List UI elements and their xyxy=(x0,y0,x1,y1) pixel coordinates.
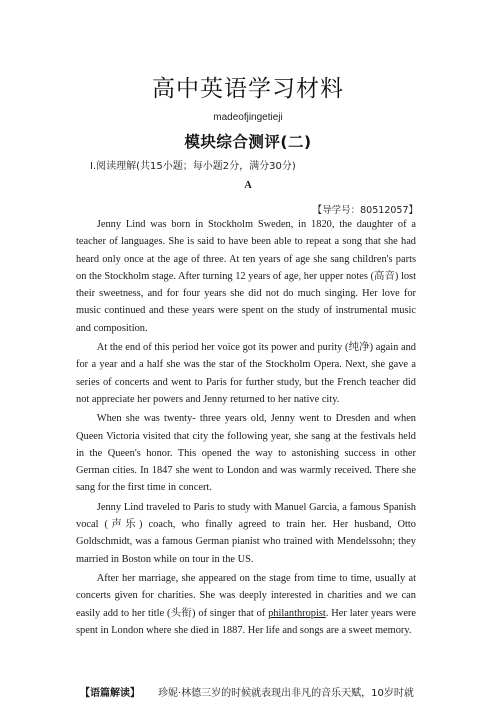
analysis-tag: 【语篇解读】 xyxy=(80,688,140,699)
section-label: Ⅰ.阅读理解(共15小题；每小题2分，满分30分) xyxy=(90,161,296,172)
paragraph-1: Jenny Lind was born in Stockholm Sweden, in 1820, the daughter of a teacher of languages. She is said to have been able to repeat a song that she had heard only once at the age of three. At ten years of age she sang children's parts on the Stockholm stage. After turning 12 years of age, her upper notes (高音) lost their sweetness, and for four years she did not do much singing. Her love for music continued and these years were spent on the study of instrumental music and composition. xyxy=(76,219,416,334)
paragraph-5-end: . Her later years were spent in London where she died in 1887. Her life and songs are a sweet memory. xyxy=(76,607,416,636)
discourse-analysis xyxy=(80,684,420,699)
paragraph-4: Jenny Lind traveled to Paris to study with Manuel Garcia, a famous Spanish vocal (声乐) coach, who finally agreed to train her. Her husband, Otto Goldschmidt, was a famous German pianist who trained with Mendelssohn; they married in Boston while on tour in the US. xyxy=(76,501,416,565)
test-heading: 模块综合测评(二) xyxy=(184,133,312,151)
paragraph-5-start: After her marriage, she appeared on the stage from time to time, usually at concerts given for charities. She was deeply interested in charities and we can easily add to her title (头衔) of singer that of xyxy=(76,572,416,619)
paragraph-2: At the end of this period her voice got its power and purity (纯净) again and for a year and a half she was the star of the Stockholm Opera. Next, she gave a series of concerts and went to Paris for further study, but the French teacher did not appreciate her powers and Jenny returned to her native city. xyxy=(76,342,416,405)
page-subtitle: madeofjingetieji xyxy=(213,112,283,123)
paragraph-3: When she was twenty- three years old, Jenny went to Dresden and when Queen Victoria visited that city the following year, she sang at the festivals held in the Queen's honor. This opened the way to astonishing success in other German cities. In 1847 she went to London and was warmly received. There she sang for the first time in concert. xyxy=(76,413,416,494)
analysis-text: 珍妮·林德三岁的时候就表现出非凡的音乐天赋，10岁时就 xyxy=(158,688,414,699)
passage-label: A xyxy=(244,180,252,191)
underlined-word: philanthropist xyxy=(268,607,326,619)
passage-body xyxy=(76,216,416,641)
paragraph-5 xyxy=(76,570,416,639)
page-title: 高中英语学习材料 xyxy=(152,76,344,102)
guide-number: 【导学号：80512057】 xyxy=(312,205,418,216)
